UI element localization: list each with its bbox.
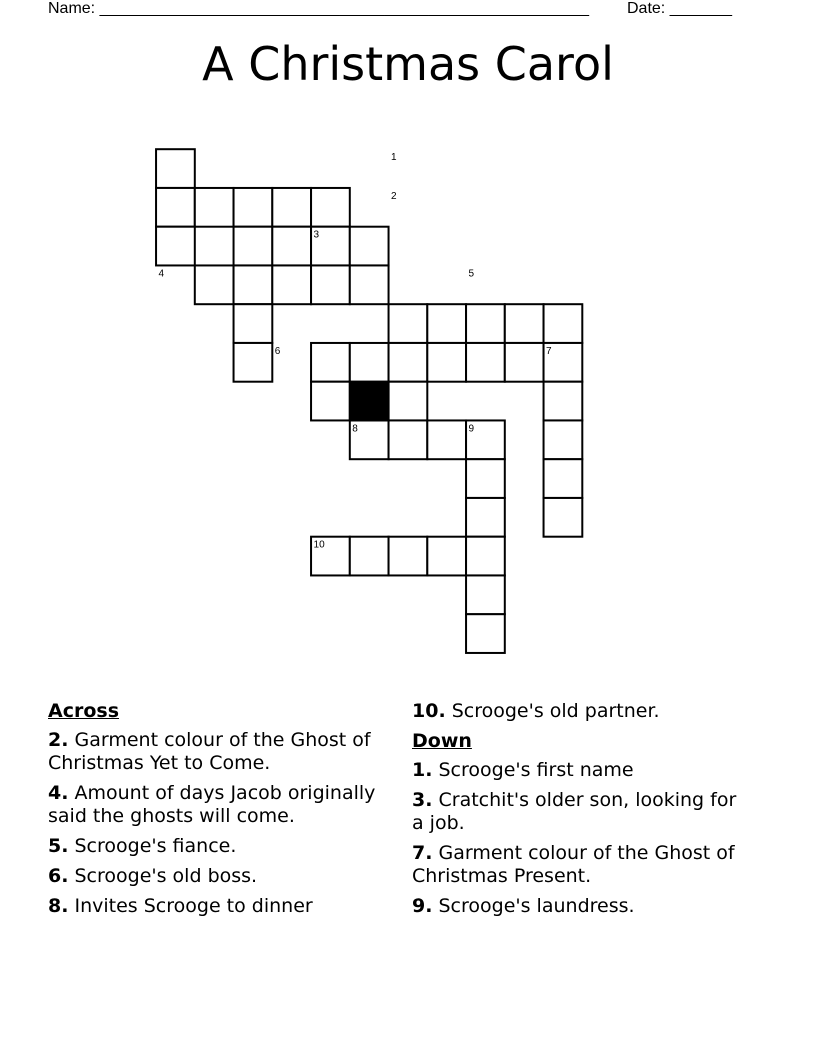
clue-down-9 — [412, 895, 742, 918]
clue-text: Amount of days Jacob originally said the ghosts will come. — [48, 782, 376, 827]
clue-number: 9. — [412, 895, 433, 917]
cell-number: 8 — [352, 423, 358, 435]
grid-cell[interactable] — [427, 304, 466, 343]
clue-number: 10. — [412, 700, 446, 722]
cell-number: 6 — [274, 345, 281, 357]
grid-cell[interactable] — [466, 575, 505, 614]
across-heading: Across — [48, 700, 120, 722]
grid-cell[interactable] — [195, 188, 234, 227]
clue-text: Garment colour of the Ghost of Christmas Yet to Come. — [48, 729, 371, 774]
cell-number: 10 — [313, 539, 325, 551]
clue-column-right — [412, 700, 742, 925]
grid-cell[interactable] — [195, 265, 234, 304]
clue-across-6 — [48, 865, 403, 888]
cell-number: 9 — [468, 423, 475, 435]
clue-text: Scrooge's old partner. — [451, 700, 660, 722]
grid-cell[interactable] — [505, 304, 544, 343]
clue-down-1 — [412, 759, 742, 782]
clue-across-8 — [48, 895, 403, 918]
clue-number: 5. — [48, 835, 69, 857]
clue-number: 1. — [412, 759, 433, 781]
name-field[interactable]: Name: _______________________________________________________ — [48, 0, 589, 17]
grid-cell[interactable] — [350, 265, 389, 304]
page-title: A Christmas Carol — [202, 37, 614, 91]
grid-block — [350, 382, 389, 421]
grid-cell[interactable] — [350, 227, 389, 266]
grid-cell[interactable] — [156, 149, 195, 188]
clue-across-10 — [412, 700, 742, 723]
grid-cell[interactable] — [234, 188, 273, 227]
clue-text: Invites Scrooge to dinner — [74, 895, 313, 917]
cell-number: 5 — [468, 268, 475, 280]
clue-number: 4. — [48, 782, 69, 804]
grid-cell[interactable] — [234, 304, 273, 343]
grid-cell[interactable] — [466, 614, 505, 653]
grid-cell[interactable] — [311, 343, 350, 382]
clue-number: 7. — [412, 842, 433, 864]
clue-down-3 — [412, 789, 742, 835]
grid-cell[interactable] — [427, 343, 466, 382]
clue-across-2 — [48, 729, 403, 775]
clue-number: 2. — [48, 729, 69, 751]
grid-cell[interactable] — [350, 537, 389, 576]
grid-cell[interactable] — [311, 188, 350, 227]
clue-text: Garment colour of the Ghost of Christmas Present. — [412, 842, 735, 887]
clue-number: 6. — [48, 865, 69, 887]
clue-text: Cratchit's older son, looking for a job. — [412, 789, 737, 834]
cell-number: 7 — [546, 345, 552, 357]
grid-cell[interactable] — [272, 227, 311, 266]
grid-cell[interactable] — [234, 343, 273, 382]
down-heading: Down — [412, 730, 472, 752]
grid-cell[interactable] — [350, 343, 389, 382]
grid-cell[interactable] — [234, 227, 273, 266]
grid-cell[interactable] — [544, 420, 583, 459]
date-field[interactable]: Date: _______ — [627, 0, 732, 17]
grid-cell[interactable] — [389, 382, 428, 421]
grid-cell[interactable] — [272, 188, 311, 227]
grid-cell[interactable] — [466, 343, 505, 382]
grid-cell[interactable] — [544, 304, 583, 343]
cell-number: 4 — [158, 268, 165, 280]
grid-cell[interactable] — [389, 537, 428, 576]
grid-cell[interactable] — [389, 420, 428, 459]
grid-cell[interactable] — [544, 459, 583, 498]
grid-cell[interactable] — [466, 498, 505, 537]
grid-cell[interactable] — [311, 265, 350, 304]
grid-cell[interactable] — [234, 265, 273, 304]
clue-text: Scrooge's first name — [438, 759, 634, 781]
grid-cell[interactable] — [389, 304, 428, 343]
grid-cell[interactable] — [311, 382, 350, 421]
grid-cell[interactable] — [466, 537, 505, 576]
clue-column-left — [48, 700, 403, 925]
cell-number: 1 — [391, 152, 397, 164]
grid-cell[interactable] — [427, 537, 466, 576]
clue-across-4 — [48, 782, 403, 828]
grid-cell[interactable] — [272, 265, 311, 304]
grid-cell[interactable] — [544, 382, 583, 421]
grid-cell[interactable] — [466, 459, 505, 498]
grid-cell[interactable] — [505, 343, 544, 382]
cell-number: 3 — [313, 229, 320, 241]
clue-across-5 — [48, 835, 403, 858]
cell-number: 2 — [391, 190, 397, 202]
clue-text: Scrooge's fiance. — [74, 835, 237, 857]
grid-cell[interactable] — [466, 304, 505, 343]
clue-number: 3. — [412, 789, 433, 811]
grid-cell[interactable] — [156, 188, 195, 227]
grid-cell[interactable] — [156, 227, 195, 266]
grid-cell[interactable] — [389, 343, 428, 382]
clue-number: 8. — [48, 895, 69, 917]
grid-cell[interactable] — [544, 498, 583, 537]
clue-text: Scrooge's laundress. — [438, 895, 635, 917]
grid-cell[interactable] — [427, 420, 466, 459]
clue-text: Scrooge's old boss. — [74, 865, 258, 887]
clue-down-7 — [412, 842, 742, 888]
